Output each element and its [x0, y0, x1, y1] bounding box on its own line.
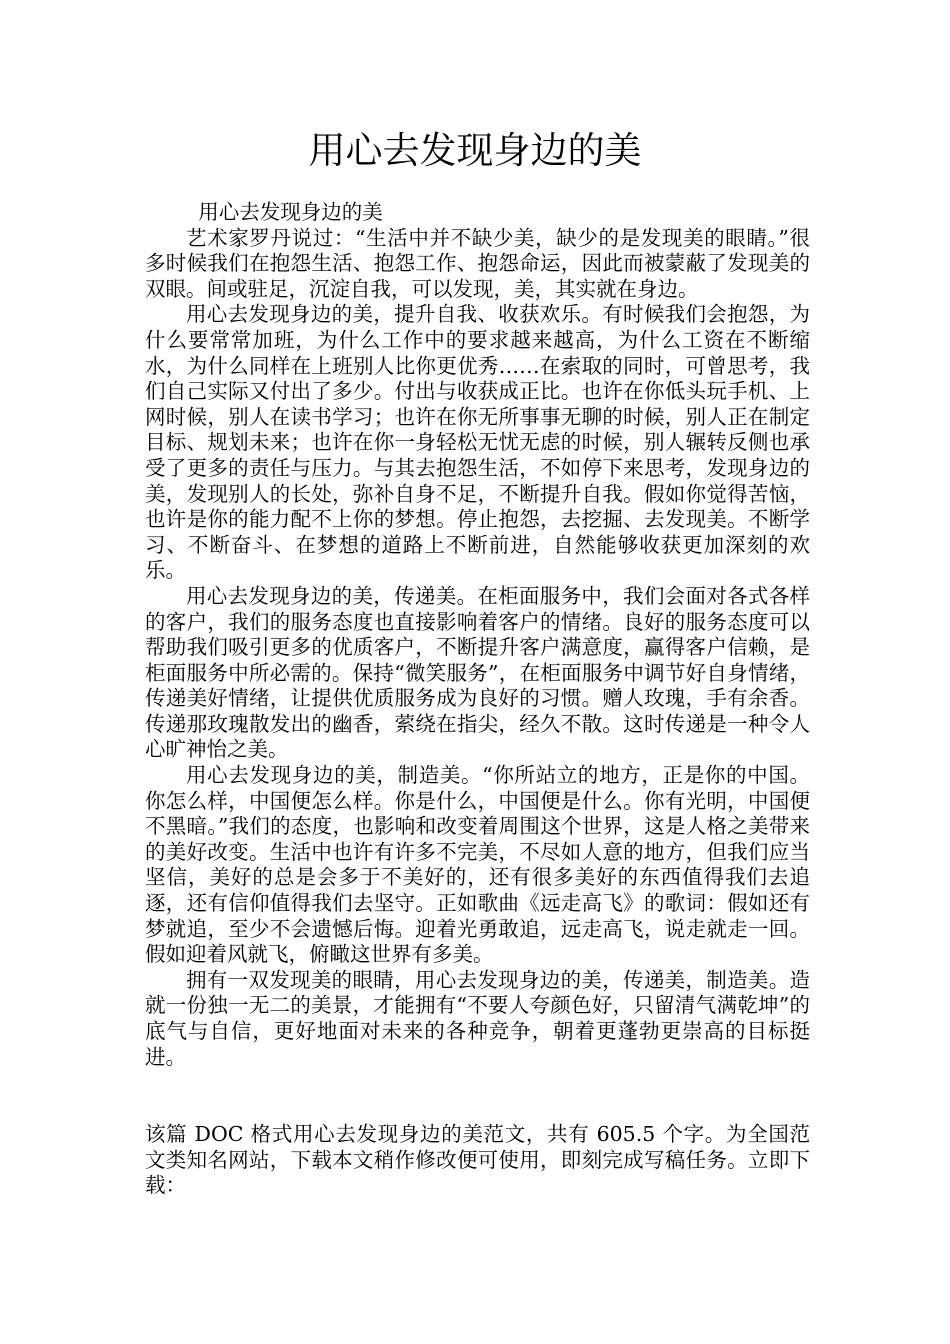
paragraph-self-improvement: 用心去发现身边的美，提升自我、收获欢乐。有时候我们会抱怨，为什么要常常加班，为什么工作中的要求越来越高，为什么工资在不断缩水，为什么同样在上班别人比你更优秀……在索取的同时，可曾思考，我们自己实际又付出了多少。付出与收获成正比。也许在你低头玩手机、上网时候，别人在读书学习；也许在你无所事事无聊的时候，别人正在制定目标、规划未来；也许在你一身轻松无忧无虑的时候，别人辗转反侧也承受了更多的责任与压力。与其去抱怨生活，不如停下来思考，发现身边的美，发现别人的长处，弥补自身不足，不断提升自我。假如你觉得苦恼，也许是你的能力配不上你的梦想。停止抱怨，去挖掘、去发现美。不断学习、不断奋斗、在梦想的道路上不断前进，自然能够收获更加深刻的欢乐。: [145, 302, 810, 583]
document-title: 用心去发现身边的美: [308, 129, 642, 172]
document-body: [145, 200, 810, 1070]
download-notice: 该篇 DOC 格式用心去发现身边的美范文，共有 605.5 个字。为全国范文类知名网站，下载本文稍作修改便可使用，即刻完成写稿任务。立即下载：: [145, 1122, 810, 1198]
document-subtitle: 用心去发现身边的美: [198, 200, 383, 224]
paragraph-intro: 艺术家罗丹说过：“生活中并不缺少美，缺少的是发现美的眼睛。”很多时候我们在抱怨生活、抱怨工作、抱怨命运，因此而被蒙蔽了发现美的双眼。间或驻足，沉淀自我，可以发现，美，其实就在身边。: [145, 225, 810, 301]
paragraph-pass-on-beauty: 用心去发现身边的美，传递美。在柜面服务中，我们会面对各式各样的客户，我们的服务态度也直接影响着客户的情绪。良好的服务态度可以帮助我们吸引更多的优质客户，不断提升客户满意度，赢得客户信赖，是柜面服务中所必需的。保持“微笑服务”，在柜面服务中调节好自身情绪，传递美好情绪，让提供优质服务成为良好的习惯。赠人玫瑰，手有余香。传递那玫瑰散发出的幽香，萦绕在指尖，经久不散。这时传递是一种令人心旷神怡之美。: [145, 583, 810, 762]
paragraph-conclusion: 拥有一双发现美的眼睛，用心去发现身边的美，传递美，制造美。造就一份独一无二的美景，才能拥有“不要人夸颜色好，只留清气满乾坤”的底气与自信，更好地面对未来的各种竞争，朝着更蓬勃更崇高的目标挺进。: [145, 967, 810, 1069]
paragraph-create-beauty: 用心去发现身边的美，制造美。“你所站立的地方，正是你的中国。你怎么样，中国便怎么样。你是什么，中国便是什么。你有光明，中国便不黑暗。”我们的态度，也影响和改变着周围这个世界，这是人格之美带来的美好改变。生活中也许有许多不完美，不尽如人意的地方，但我们应当坚信，美好的总是会多于不美好的，还有很多美好的东西值得我们去追逐，还有信仰值得我们去坚守。正如歌曲《远走高飞》的歌词：假如还有梦就追，至少不会遗憾后悔。迎着光勇敢追，远走高飞，说走就走一回。假如迎着风就飞，俯瞰这世界有多美。: [145, 763, 810, 967]
